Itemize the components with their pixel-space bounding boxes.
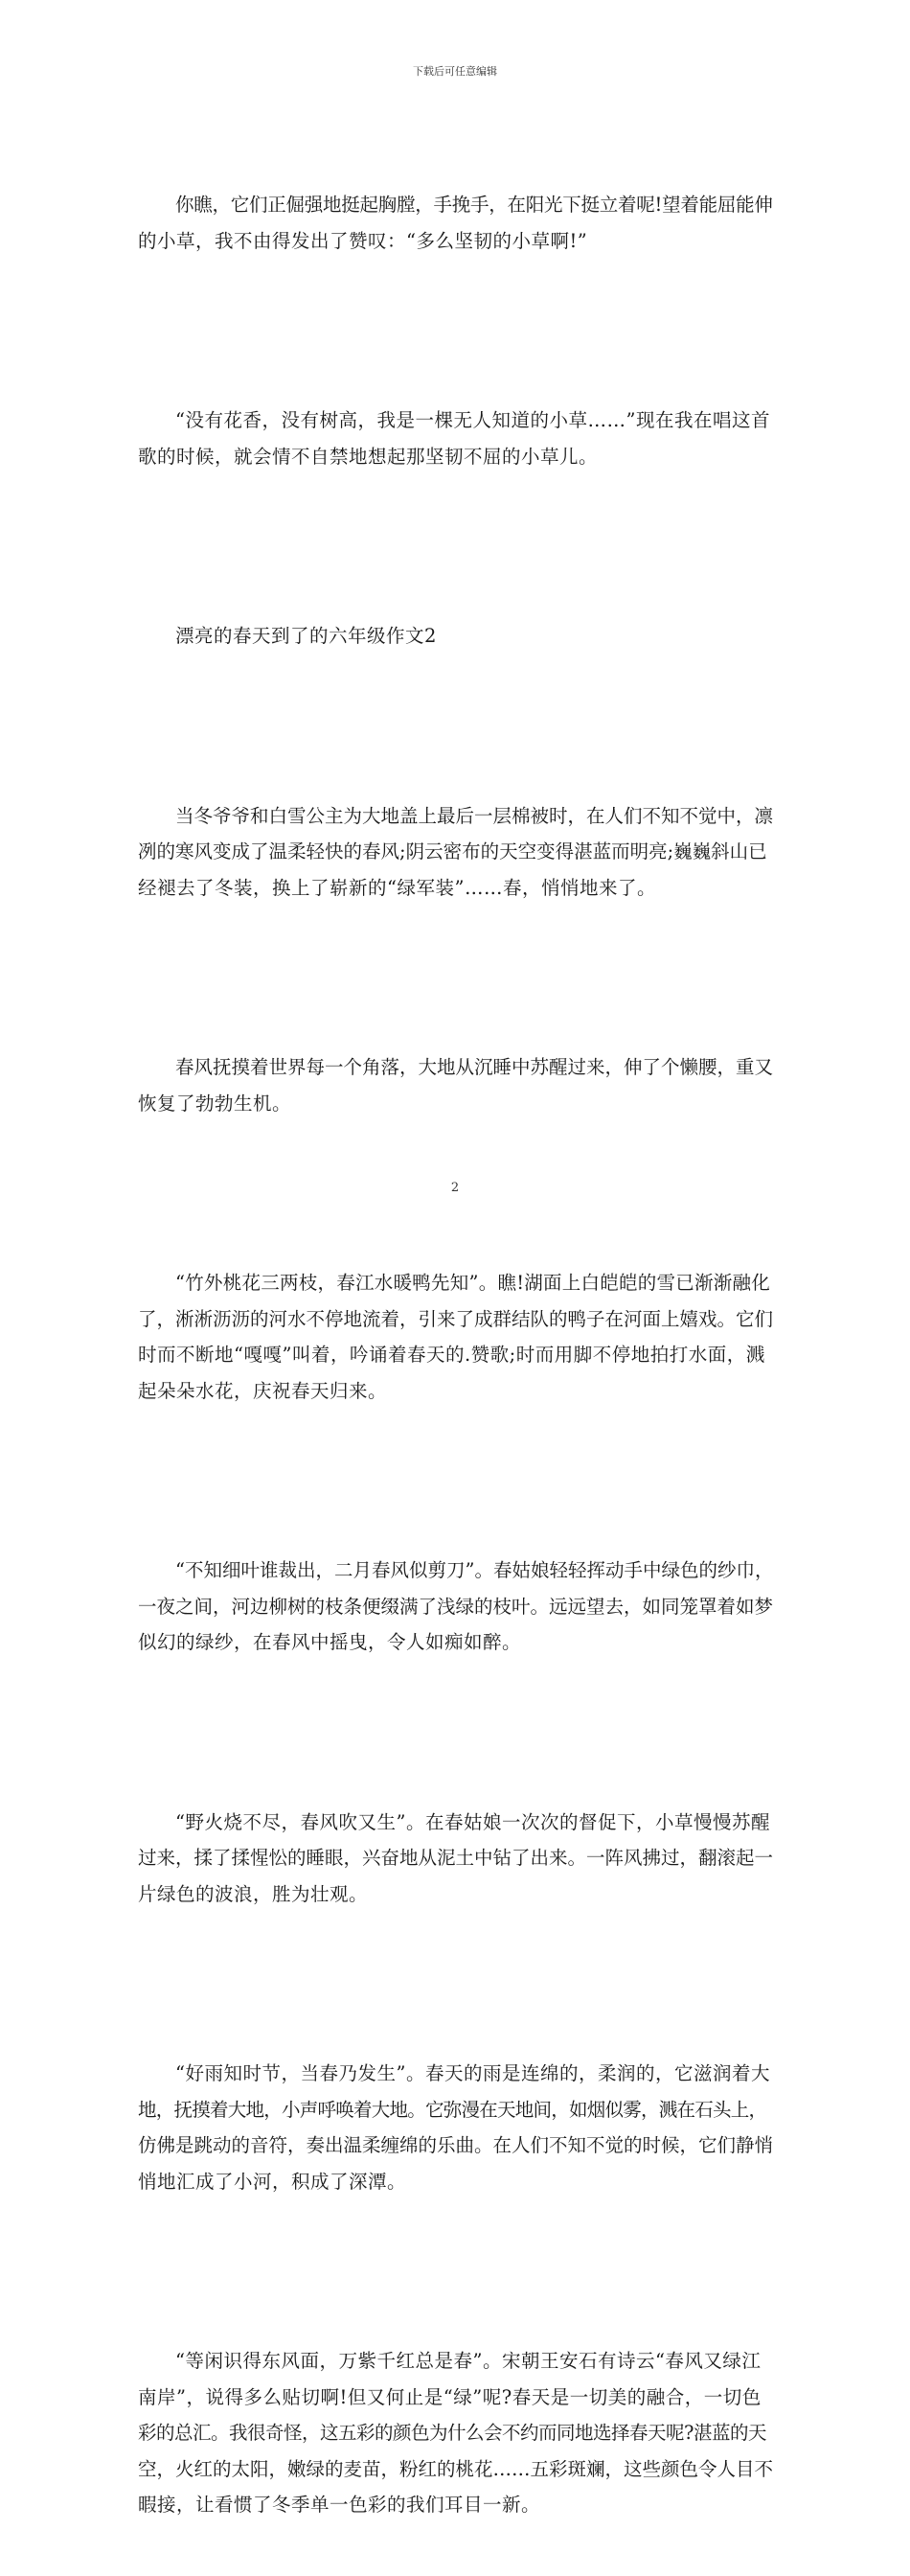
section-title	[138, 546, 774, 726]
paragraph	[138, 1193, 774, 1481]
paragraph	[138, 1733, 774, 1985]
text-line: 暇接，让看惯了冬季单一色彩的我们耳目一新。	[138, 2494, 541, 2516]
paragraph	[138, 331, 774, 546]
text-line: 漂亮的春天到了的六年级作文2	[175, 625, 437, 647]
text-line: 仿佛是跳动的音符，奏出温柔缠绵的乐曲。在人们不知不觉的时候，它们静悄	[138, 2134, 774, 2156]
text-line: 经褪去了冬装，换上了崭新的“绿军装”……春，悄悄地来了。	[138, 876, 656, 899]
text-line: 地，抚摸着大地，小声呼唤着大地。它弥漫在天地间，如烟似雾，溅在石头上，	[138, 2098, 767, 2121]
paragraph	[138, 1481, 774, 1733]
text-line: 冽的寒风变成了温柔轻快的春风;阴云密布的天空变得湛蓝而明亮;巍巍斜山已	[138, 840, 767, 862]
paragraph	[138, 2271, 774, 2576]
text-line: 一夜之间，河边柳树的枝条便缀满了浅绿的枝叶。远远望去，如同笼罩着如梦	[138, 1595, 774, 1618]
text-line: 时而不断地“嘎嘎”叫着，吟诵着春天的.赞歌;时而用脚不停地拍打水面，溅	[138, 1344, 765, 1366]
page-number: 2	[450, 1181, 460, 1195]
text-line: 悄地汇成了小河，积成了深潭。	[138, 2170, 407, 2193]
text-line: “好雨知时节，当春乃发生”。春天的雨是连绵的，柔润的，它滋润着大	[175, 2062, 770, 2084]
text-line: 彩的总汇。我很奇怪，这五彩的颜色为什么会不约而同地选择春天呢?湛蓝的天	[138, 2422, 766, 2444]
text-line: 南岸”，说得多么贴切啊!但又何止是“绿”呢?春天是一切美的融合，一切色	[138, 2385, 762, 2408]
paragraph	[138, 1984, 774, 2271]
text-line: 的小草，我不由得发出了赞叹：“多么坚韧的小草啊!”	[138, 229, 588, 252]
text-line: “竹外桃花三两枝，春江水暖鸭先知”。瞧!湖面上白皑皑的雪已渐渐融化	[175, 1272, 771, 1294]
text-line: 歌的时候，就会情不自禁地想起那坚韧不屈的小草儿。	[138, 445, 599, 468]
text-line: 空，火红的太阳，嫩绿的麦苗，粉红的桃花……五彩斑斓，这些颜色令人目不	[138, 2457, 774, 2480]
text-line: “不知细叶谁裁出，二月春风似剪刀”。春姑娘轻轻挥动手中绿色的纱巾，	[175, 1559, 774, 1581]
text-line: 似幻的绿纱，在春风中摇曳，令人如痴如醉。	[138, 1631, 522, 1653]
text-line: “等闲识得东风面，万紫千红总是春”。宋朝王安石有诗云“春风又绿江	[175, 2350, 762, 2372]
paragraph	[138, 115, 774, 331]
paragraph	[138, 726, 774, 978]
text-line: 春风抚摸着世界每一个角落，大地从沉睡中苏醒过来，伸了个懒腰，重又	[175, 1056, 774, 1078]
text-line: 了，淅淅沥沥的河水不停地流着，引来了成群结队的鸭子在河面上嬉戏。它们	[138, 1307, 774, 1330]
text-line: “没有花香，没有树高，我是一棵无人知道的小草……”现在我在唱这首	[175, 409, 770, 431]
text-line: 你瞧，它们正倔强地挺起胸膛，手挽手，在阳光下挺立着呢!望着能屈能伸	[175, 194, 773, 216]
text-line: “野火烧不尽，春风吹又生”。在春姑娘一次次的督促下，小草慢慢苏醒	[175, 1810, 770, 1833]
text-line: 起朵朵水花，庆祝春天归来。	[138, 1379, 388, 1402]
document-body	[138, 115, 774, 2576]
page-header: 下载后可任意编辑	[413, 65, 497, 78]
text-line: 当冬爷爷和白雪公主为大地盖上最后一层棉被时，在人们不知不觉中，凛	[175, 804, 774, 827]
text-line: 过来，揉了揉惺忪的睡眼，兴奋地从泥土中钻了出来。一阵风拂过，翻滚起一	[138, 1847, 774, 1869]
paragraph	[138, 978, 774, 1193]
text-line: 恢复了勃勃生机。	[138, 1092, 292, 1115]
text-line: 片绿色的波浪，胜为壮观。	[138, 1882, 369, 1905]
